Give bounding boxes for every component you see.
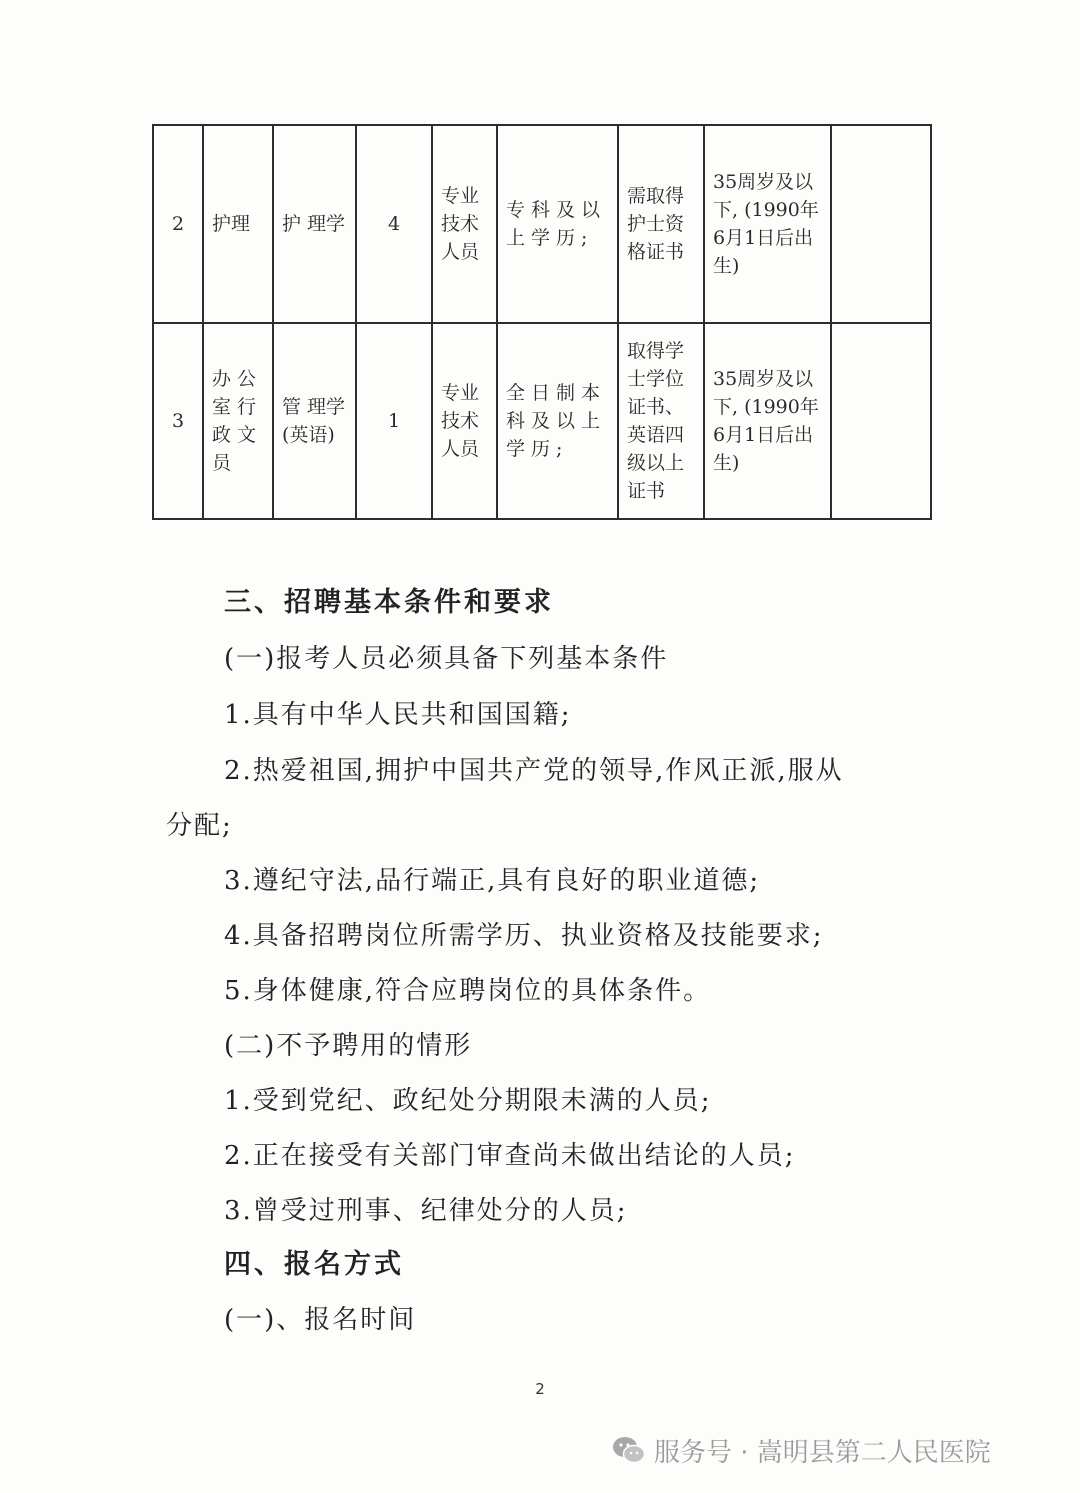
- position-cell: 办公室行政文员: [203, 323, 273, 519]
- section-3-subheading-2: (二)不予聘用的情形: [224, 1031, 473, 1061]
- wechat-icon: [612, 1435, 646, 1465]
- condition-item-2-continued: 分配;: [166, 811, 233, 841]
- table-row: [153, 125, 931, 323]
- count-cell: 4: [356, 125, 432, 323]
- category-cell: 专业技术人员: [432, 323, 497, 519]
- watermark: [612, 1430, 991, 1470]
- category-cell: 专业技术人员: [432, 125, 497, 323]
- note-cell: [831, 125, 931, 323]
- section-4-heading: 四、报名方式: [224, 1249, 404, 1280]
- condition-item-4: 4.具备招聘岗位所需学历、执业资格及技能要求;: [224, 921, 824, 951]
- exclusion-item-3: 3.曾受过刑事、纪律处分的人员;: [224, 1196, 628, 1226]
- watermark-text: 服务号 · 嵩明县第二人民医院: [654, 1437, 991, 1468]
- page-number: 2: [535, 1380, 545, 1398]
- age-cell: 35周岁及以下, (1990年6月1日后出生): [704, 125, 831, 323]
- table-row: [153, 323, 931, 519]
- major-cell: 管 理学(英语): [273, 323, 356, 519]
- position-cell: 护理: [203, 125, 273, 323]
- education-cell: 全日制本科及以上学历;: [497, 323, 618, 519]
- age-cell: 35周岁及以下, (1990年6月1日后出生): [704, 323, 831, 519]
- education-cell: 专科及以上学历;: [497, 125, 618, 323]
- count-cell: 1: [356, 323, 432, 519]
- condition-item-1: 1.具有中华人民共和国国籍;: [224, 700, 572, 730]
- note-cell: [831, 323, 931, 519]
- major-cell: 护 理学: [273, 125, 356, 323]
- recruitment-table: [152, 124, 932, 520]
- condition-item-2: 2.热爱祖国,拥护中国共产党的领导,作风正派,服从: [224, 756, 844, 786]
- qualification-cell: 需取得护士资格证书: [618, 125, 704, 323]
- exclusion-item-1: 1.受到党纪、政纪处分期限未满的人员;: [224, 1086, 712, 1116]
- row-number-cell: 2: [153, 125, 203, 323]
- section-3-heading: 三、招聘基本条件和要求: [224, 587, 554, 618]
- section-4-subheading-1: (一)、报名时间: [224, 1305, 417, 1335]
- condition-item-5: 5.身体健康,符合应聘岗位的具体条件。: [224, 976, 712, 1006]
- row-number-cell: 3: [153, 323, 203, 519]
- qualification-cell: 取得学士学位证书、英语四级以上证书: [618, 323, 704, 519]
- section-3-subheading-1: (一)报考人员必须具备下列基本条件: [224, 644, 669, 674]
- condition-item-3: 3.遵纪守法,品行端正,具有良好的职业道德;: [224, 866, 761, 896]
- exclusion-item-2: 2.正在接受有关部门审查尚未做出结论的人员;: [224, 1141, 796, 1171]
